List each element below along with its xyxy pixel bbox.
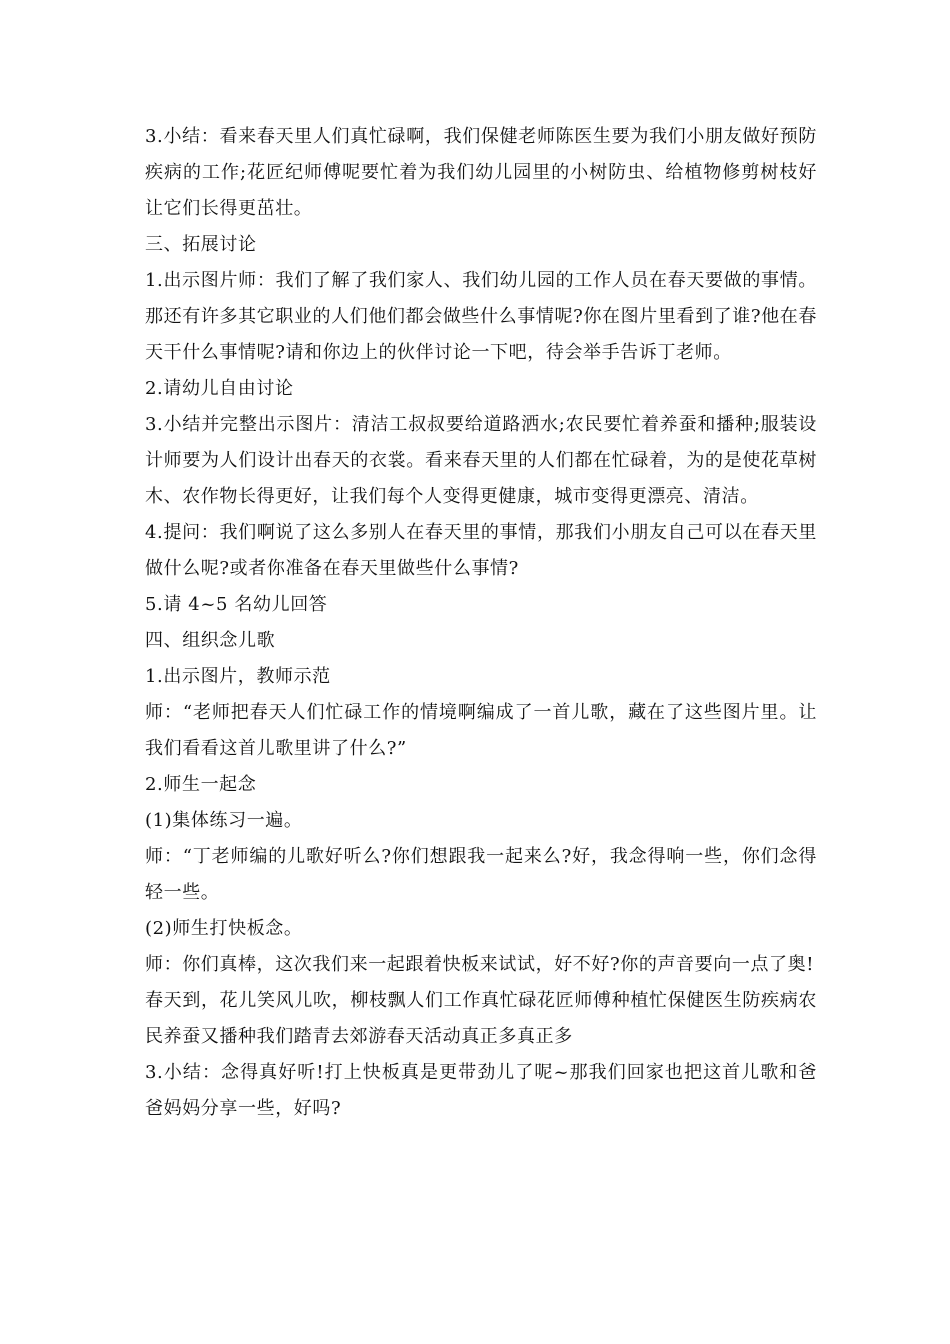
paragraph-rhyme-text: 春天到，花儿笑风儿吹，柳枝飘人们工作真忙碌花匠师傅种植忙保健医生防疾病农民养蚕又播种我们踏青去郊游春天活动真正多真正多 <box>145 990 817 1047</box>
paragraph-show-pictures: 1.出示图片师：我们了解了我们家人、我们幼儿园的工作人员在春天要做的事情。那还有许多其它职业的人们他们都会做些什么事情呢?你在图片里看到了谁?他在春天干什么事情呢?请和你边上的伙伴讨论一下吧，待会举手告诉丁老师。 <box>145 270 817 363</box>
paragraph-recite-together: 2.师生一起念 <box>145 774 257 795</box>
paragraph-summary-health: 3.小结：看来春天里人们真忙碌啊，我们保健老师陈医生要为我们小朋友做好预防疾病的工作;花匠纪师傅呢要忙着为我们幼儿园里的小树防虫、给植物修剪树枝好让它们长得更茁壮。 <box>145 126 817 219</box>
paragraph-teacher-quote-2: 师：“丁老师编的儿歌好听么?你们想跟我一起来么?好，我念得响一些，你们念得轻一些。 <box>145 846 817 903</box>
paragraph-clapper: (2)师生打快板念。 <box>145 918 303 939</box>
paragraph-answers: 5.请 4~5 名幼儿回答 <box>145 594 328 615</box>
paragraph-final-summary: 3.小结：念得真好听!打上快板真是更带劲儿了呢~那我们回家也把这首儿歌和爸爸妈妈分享一些，好吗? <box>145 1062 817 1119</box>
section-heading-rhyme: 四、组织念儿歌 <box>145 630 276 651</box>
document-body <box>145 119 817 1127</box>
paragraph-free-discussion: 2.请幼儿自由讨论 <box>145 378 294 399</box>
paragraph-question: 4.提问：我们啊说了这么多别人在春天里的事情，那我们小朋友自己可以在春天里做什么呢?或者你准备在春天里做些什么事情? <box>145 522 817 579</box>
paragraph-summary-pictures: 3.小结并完整出示图片：清洁工叔叔要给道路洒水;农民要忙着养蚕和播种;服装设计师要为人们设计出春天的衣裳。看来春天里的人们都在忙碌着，为的是使花草树木、农作物长得更好，让我们每个人变得更健康，城市变得更漂亮、清洁。 <box>145 414 817 507</box>
paragraph-teacher-demo: 1.出示图片，教师示范 <box>145 666 331 687</box>
paragraph-teacher-quote-3: 师：你们真棒，这次我们来一起跟着快板来试试，好不好?你的声音要向一点了奥! <box>145 954 815 975</box>
paragraph-teacher-quote-1: 师：“老师把春天人们忙碌工作的情境啊编成了一首儿歌，藏在了这些图片里。让我们看看这首儿歌里讲了什么?” <box>145 702 817 759</box>
section-heading-discussion: 三、拓展讨论 <box>145 234 257 255</box>
paragraph-group-practice: (1)集体练习一遍。 <box>145 810 303 831</box>
